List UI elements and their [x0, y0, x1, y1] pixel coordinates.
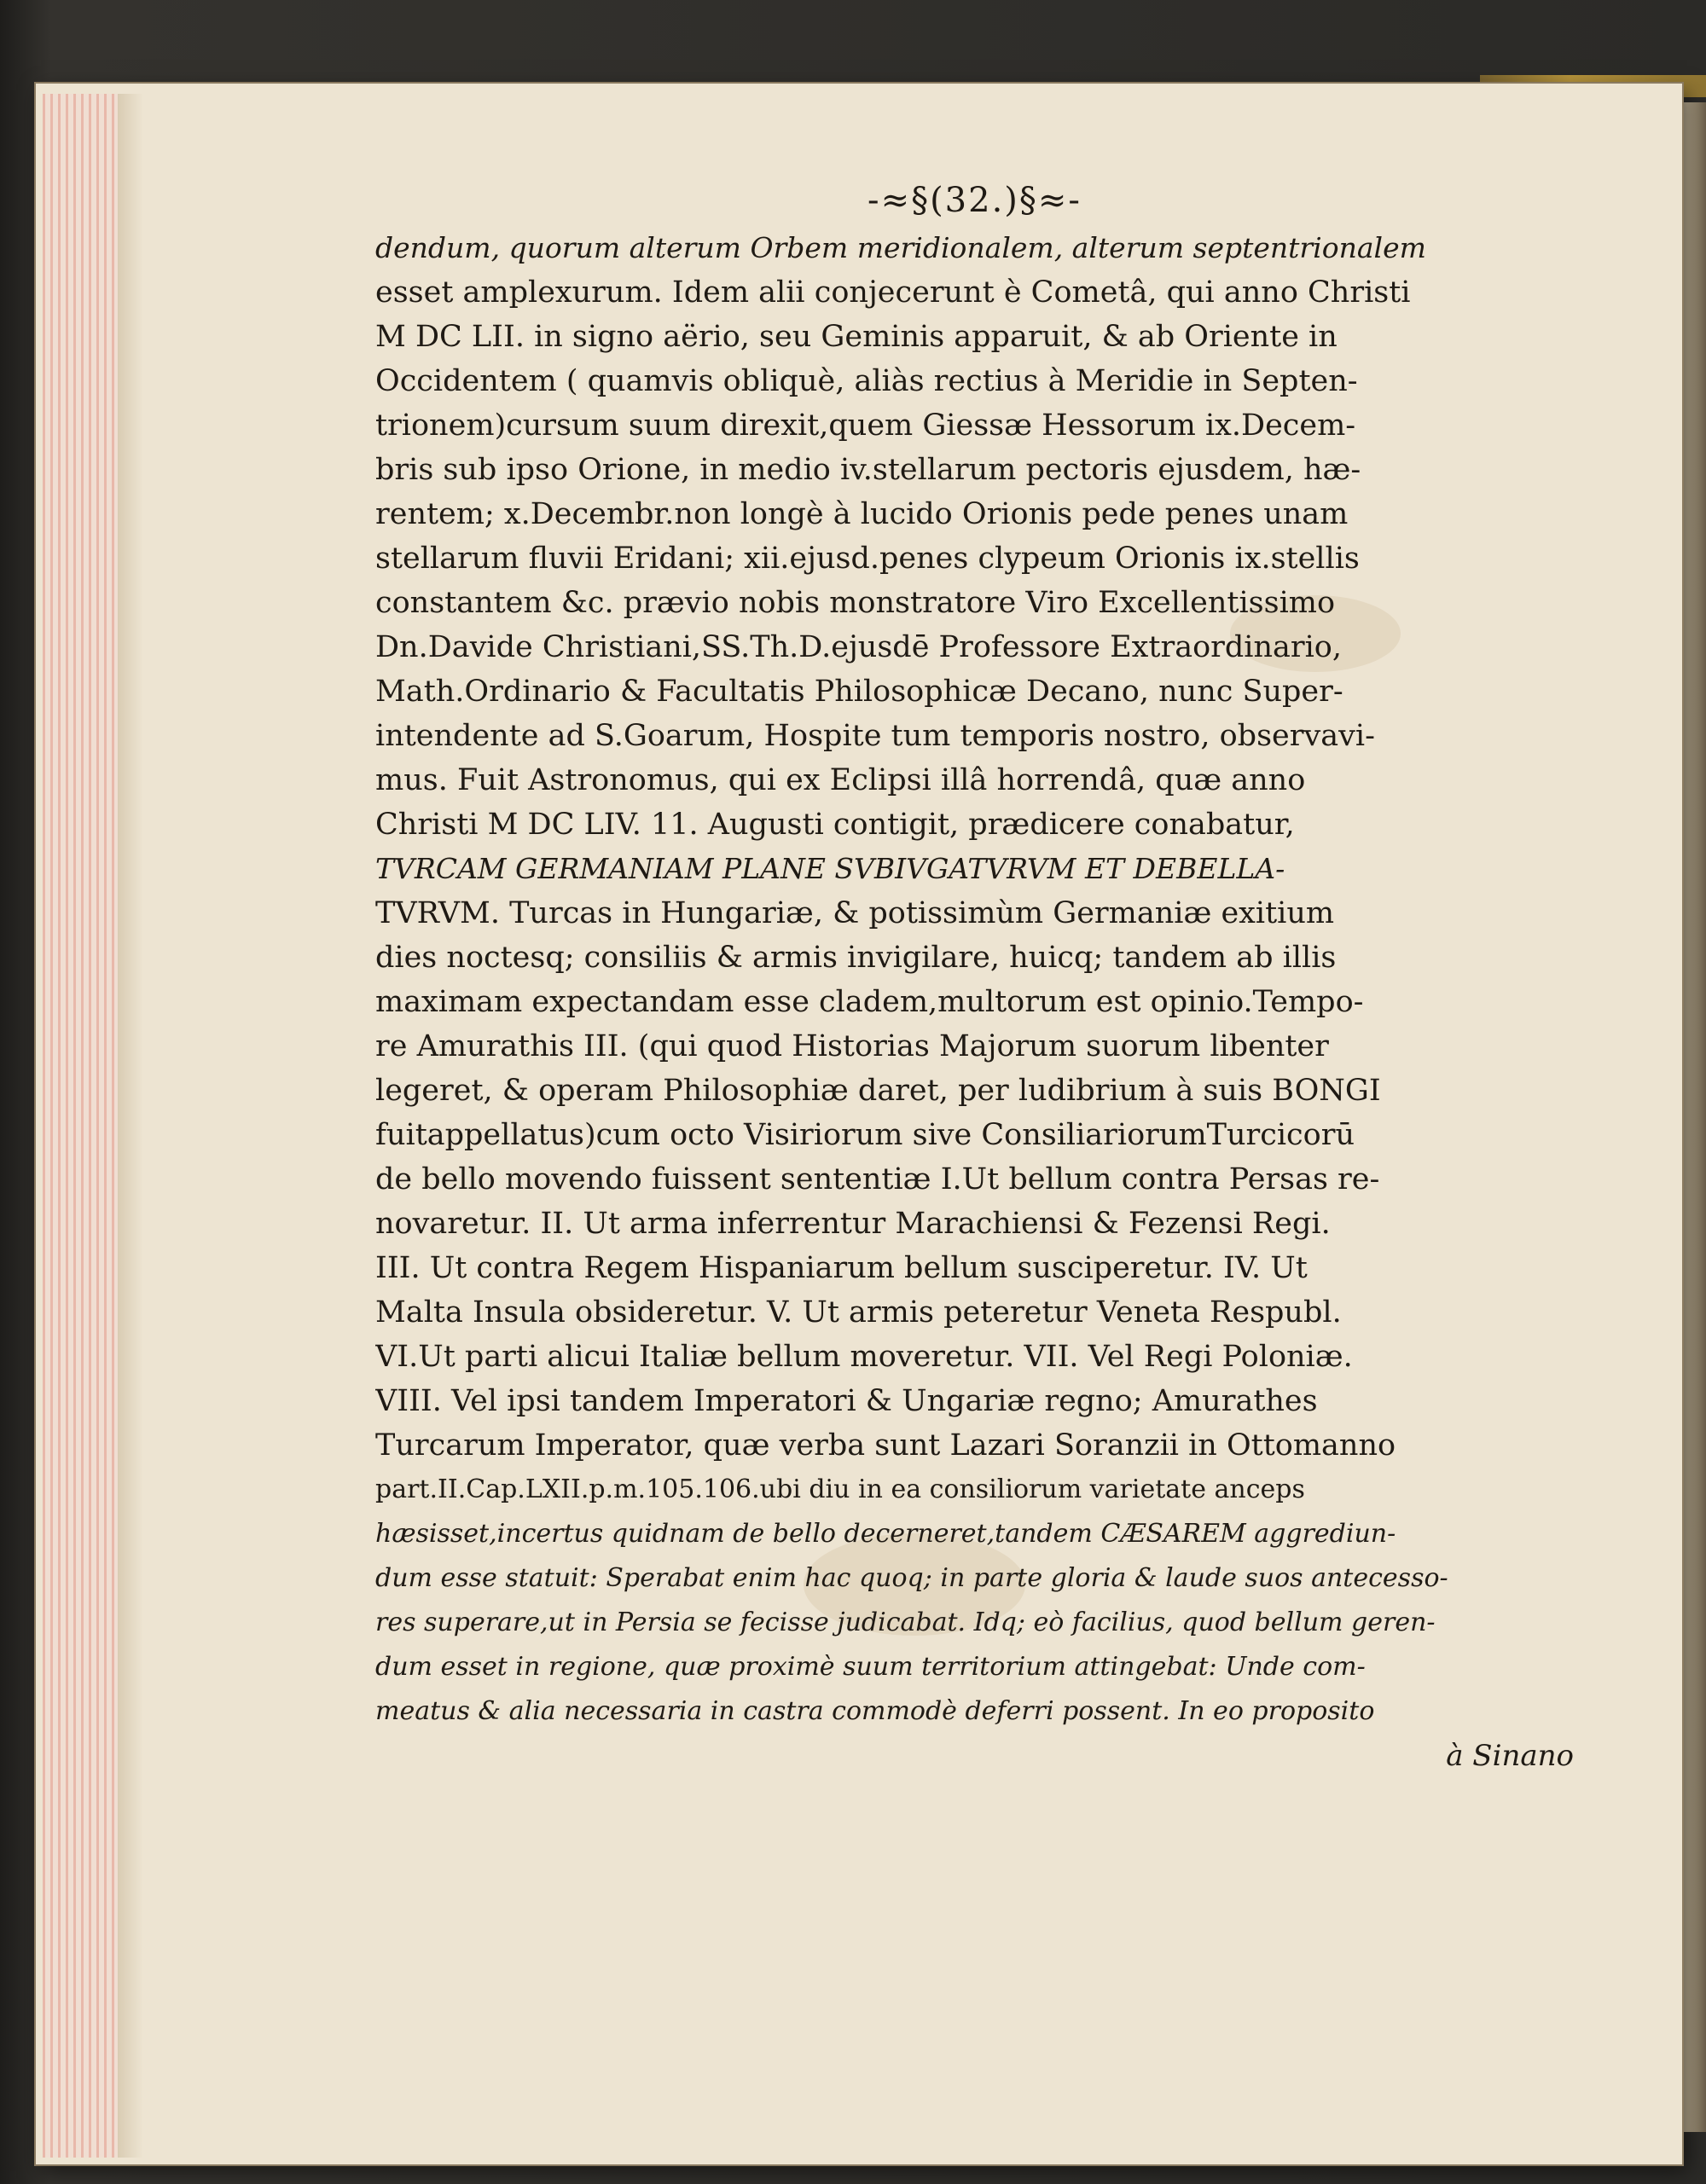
text-line: TVRCAM GERMANIAM PLANE SVBIVGATVRVM ET DEBELLA-	[375, 852, 1285, 885]
text-line: Malta Insula obsideretur. V. Ut armis peteretur Veneta Respubl.	[375, 1295, 1342, 1330]
text-line: Dn.Davide Christiani,SS.Th.D.ejusdē Professore Extraordinario,	[375, 630, 1343, 664]
text-line: dendum, quorum alterum Orbem meridionalem, alterum septentrionalem	[375, 231, 1426, 264]
text-line: maximam expectandam esse cladem,multorum est opinio.Tempo-	[375, 985, 1364, 1019]
text-line: constantem &c. prævio nobis monstratore Viro Excellentissimo	[375, 586, 1336, 620]
text-line: Math.Ordinario & Facultatis Philosophicæ Decano, nunc Super-	[375, 675, 1343, 709]
text-line: III. Ut contra Regem Hispaniarum bellum susciperetur. IV. Ut	[375, 1251, 1308, 1285]
text-line: mus. Fuit Astronomus, qui ex Eclipsi illâ horrendâ, quæ anno	[375, 763, 1306, 797]
text-line: fuitappellatus)cum octo Visiriorum sive ConsiliariorumTurcicorū	[375, 1118, 1355, 1152]
text-line: VIII. Vel ipsi tandem Imperatori & Ungariæ regno; Amurathes	[375, 1384, 1318, 1418]
text-line: Turcarum Imperator, quæ verba sunt Lazari Soranzii in Ottomanno	[375, 1428, 1396, 1463]
text-line: Occidentem ( quamvis obliquè, aliàs rectius à Meridie in Septen-	[375, 364, 1358, 398]
catchword: à Sinano	[1446, 1739, 1574, 1773]
text-line: dum esset in regione, quæ proximè suum territorium attingebat: Unde com-	[375, 1652, 1366, 1682]
page-number-header: -≈§(32.)§≈-	[868, 181, 1082, 220]
text-line: re Amurathis III. (qui quod Historias Majorum suorum libenter	[375, 1029, 1329, 1063]
text-line: M DC LII. in signo aërio, seu Geminis apparuit, & ab Oriente in	[375, 320, 1338, 354]
page-text-block	[375, 175, 1574, 1778]
text-line: legeret, & operam Philosophiæ daret, per ludibrium à suis BONGI	[375, 1074, 1381, 1108]
text-line: bris sub ipso Orione, in medio iv.stellarum pectoris ejusdem, hæ-	[375, 453, 1361, 487]
red-page-edges	[43, 94, 118, 2158]
text-line: rentem; x.Decembr.non longè à lucido Orionis pede penes unam	[375, 497, 1349, 531]
text-line: stellarum fluvii Eridani; xii.ejusd.penes clypeum Orionis ix.stellis	[375, 542, 1360, 576]
text-line: meatus & alia necessaria in castra commodè deferri possent. In eo proposito	[375, 1696, 1375, 1726]
text-lines	[375, 226, 1574, 1734]
text-line: trionem)cursum suum direxit,quem Giessæ Hessorum ix.Decem-	[375, 408, 1356, 443]
text-line: esset amplexurum. Idem alii conjecerunt è Cometâ, qui anno Christi	[375, 275, 1411, 310]
text-line: intendente ad S.Goarum, Hospite tum temporis nostro, observavi-	[375, 719, 1375, 753]
text-line: TVRVM. Turcas in Hungariæ, & potissimùm Germaniæ exitium	[375, 896, 1335, 930]
text-line: dum esse statuit: Sperabat enim hac quoq; in parte gloria & laude suos antecesso-	[375, 1563, 1448, 1593]
text-line: Christi M DC LIV. 11. Augusti contigit, prædicere conabatur,	[375, 808, 1295, 842]
text-line: novaretur. II. Ut arma inferrentur Marachiensi & Fezensi Regi.	[375, 1207, 1331, 1241]
text-line: dies noctesq; consiliis & armis invigilare, huicq; tandem ab illis	[375, 941, 1337, 975]
page-gutter	[118, 94, 143, 2158]
text-line: res superare,ut in Persia se fecisse judicabat. Idq; eò facilius, quod bellum geren-	[375, 1608, 1436, 1637]
text-line: part.II.Cap.LXII.p.m.105.106.ubi diu in ea consiliorum varietate anceps	[375, 1474, 1305, 1504]
text-line: VI.Ut parti alicui Italiæ bellum moveretur. VII. Vel Regi Poloniæ.	[375, 1340, 1353, 1374]
text-line: hæsisset,incertus quidnam de bello decerneret,tandem CÆSAREM aggrediun-	[375, 1519, 1396, 1549]
text-line: de bello movendo fuissent sententiæ I.Ut bellum contra Persas re-	[375, 1162, 1380, 1196]
